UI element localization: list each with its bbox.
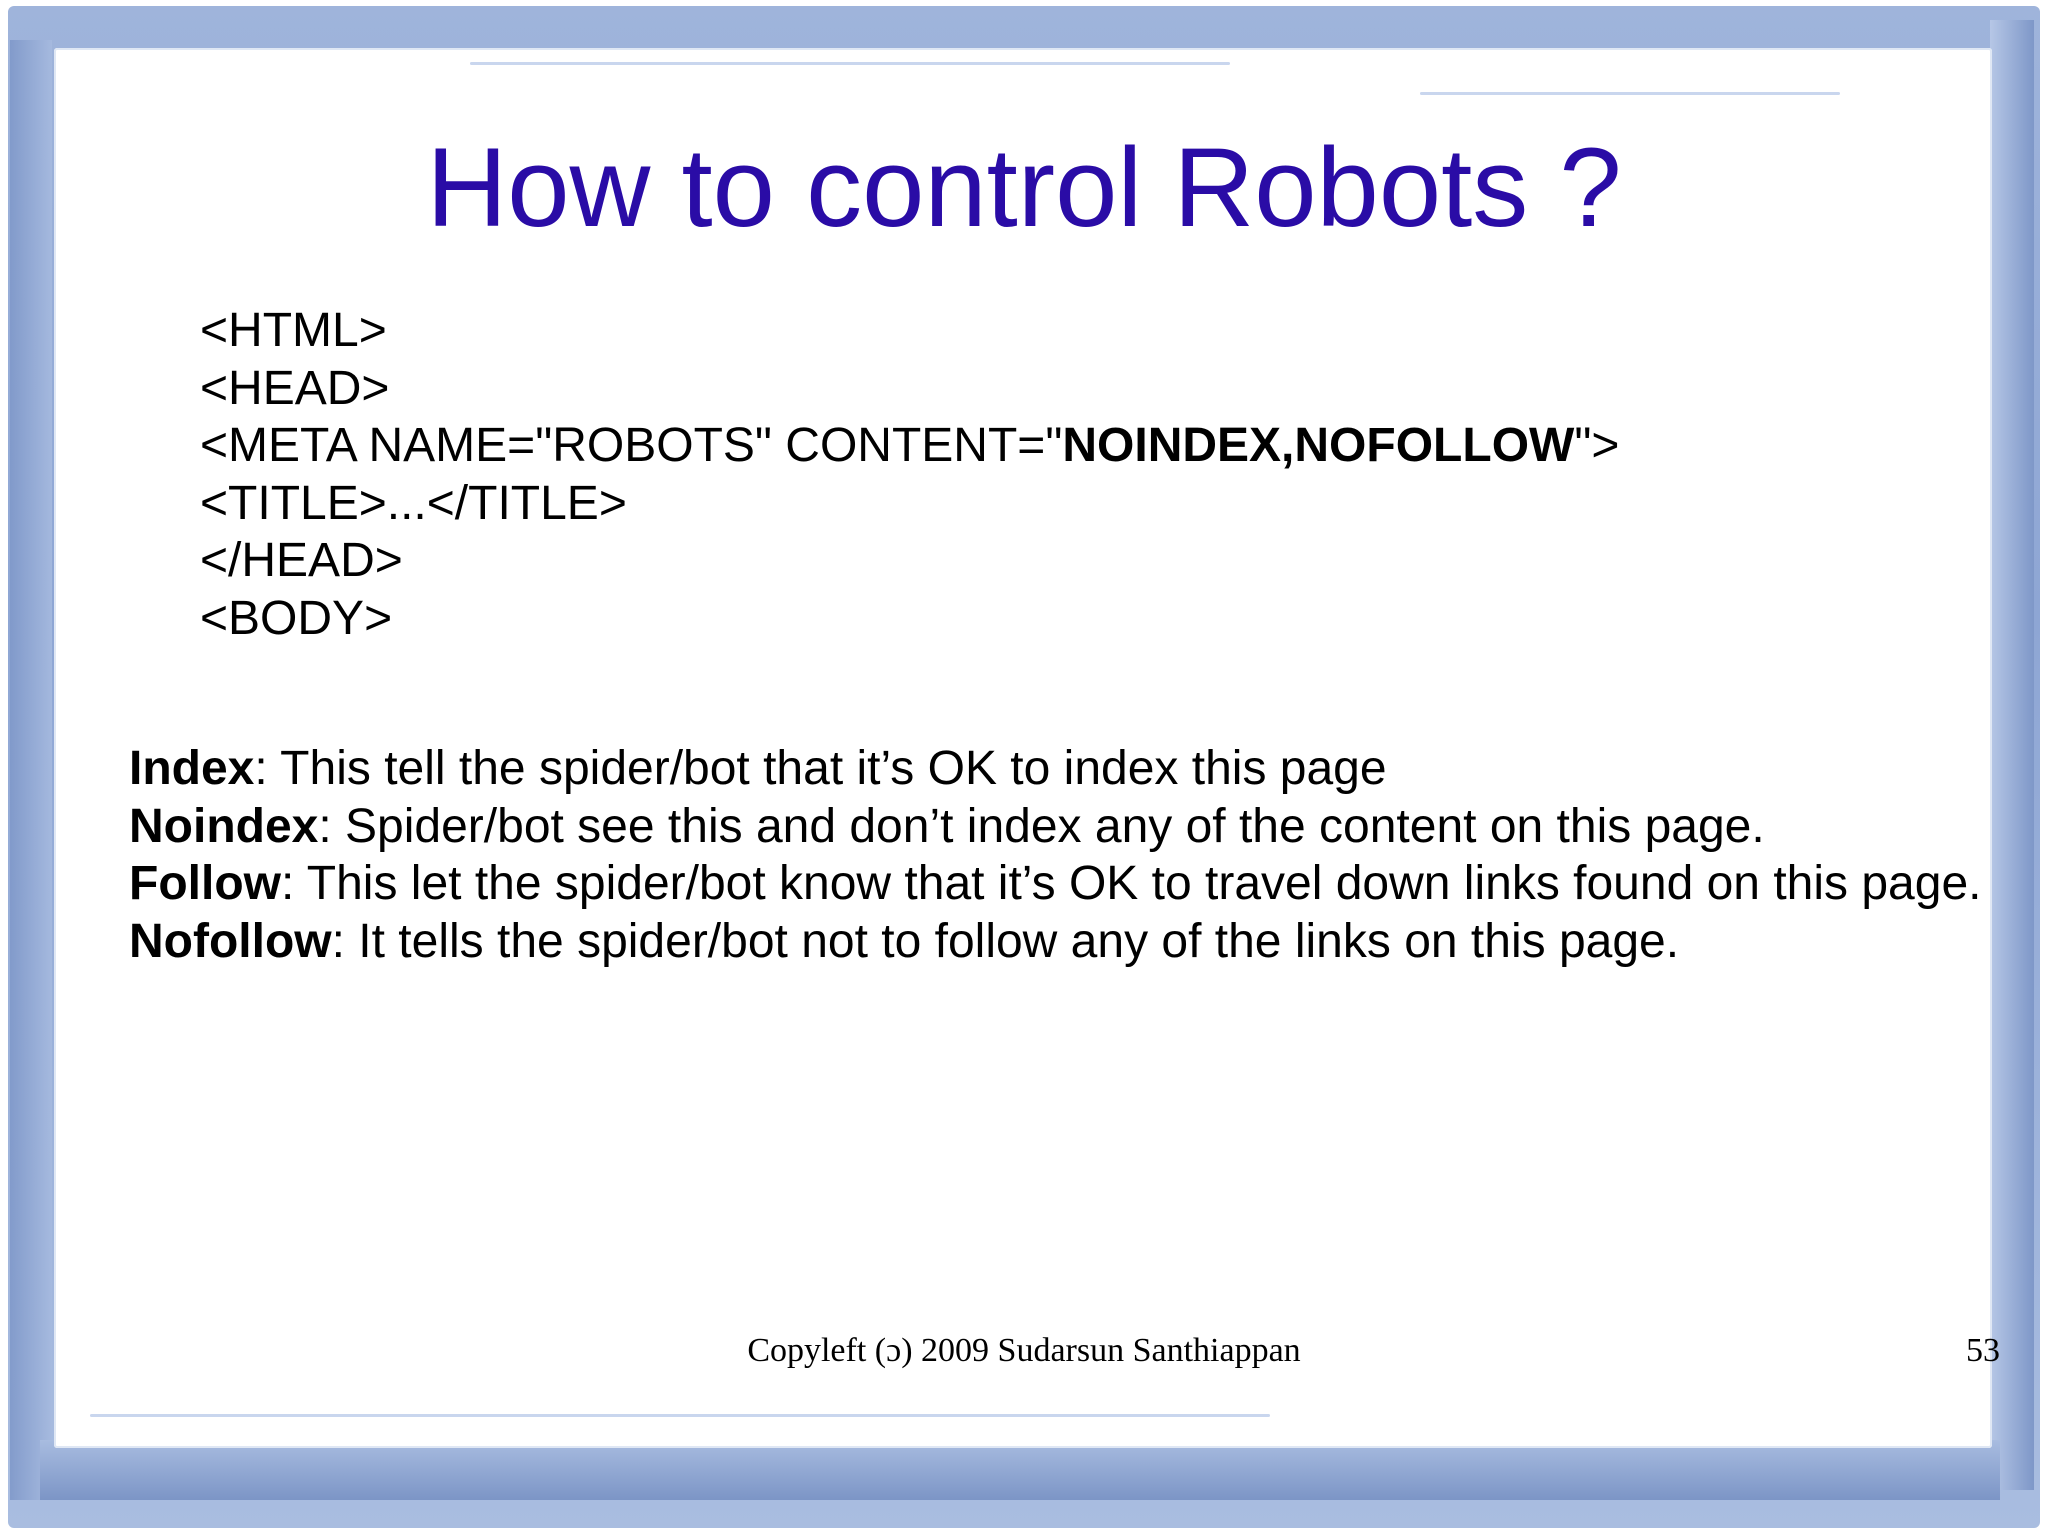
meta-prefix: <META NAME="ROBOTS" CONTENT=" — [200, 419, 1063, 472]
code-line-meta — [200, 417, 1619, 475]
slide-title: How to control Robots ? — [426, 125, 1622, 250]
definition-text: : This let the spider/bot know that it’s OK to travel down links found on this page. — [280, 857, 1982, 910]
definition-term: Noindex — [129, 799, 319, 853]
definitions-list — [129, 740, 1989, 970]
definition-noindex — [129, 798, 1989, 856]
frame-streak — [470, 62, 1230, 65]
page-number: 53 — [1966, 1332, 2000, 1369]
code-line: <TITLE>...</TITLE> — [200, 476, 627, 530]
frame-left-edge — [10, 40, 52, 1500]
code-line: </HEAD> — [200, 534, 403, 587]
code-block — [200, 302, 1619, 647]
code-line: <BODY> — [200, 591, 393, 645]
definition-nofollow — [129, 913, 1989, 971]
slide-footer: Copyleft (ɔ) 2009 Sudarsun Santhiappan — [747, 1332, 1301, 1369]
frame-streak — [1420, 92, 1840, 95]
code-line: <HEAD> — [200, 361, 390, 415]
frame-streak — [90, 1414, 1270, 1417]
definition-text: : It tells the spider/bot not to follow any of the links on this page. — [331, 914, 1680, 968]
frame-bottom-edge — [40, 1440, 2000, 1500]
definition-text: : This tell the spider/bot that it’s OK to index this page — [254, 742, 1387, 795]
definition-index — [129, 740, 1989, 798]
code-line: <HTML> — [200, 304, 387, 357]
definition-term: Index — [129, 742, 255, 795]
definition-follow — [129, 855, 1989, 913]
meta-suffix: "> — [1574, 419, 1620, 472]
definition-term: Nofollow — [129, 914, 332, 968]
meta-content-value: NOINDEX,NOFOLLOW — [1062, 419, 1575, 472]
definition-term: Follow — [129, 857, 281, 910]
definition-text: : Spider/bot see this and don’t index any of the content on this page. — [318, 799, 1765, 853]
